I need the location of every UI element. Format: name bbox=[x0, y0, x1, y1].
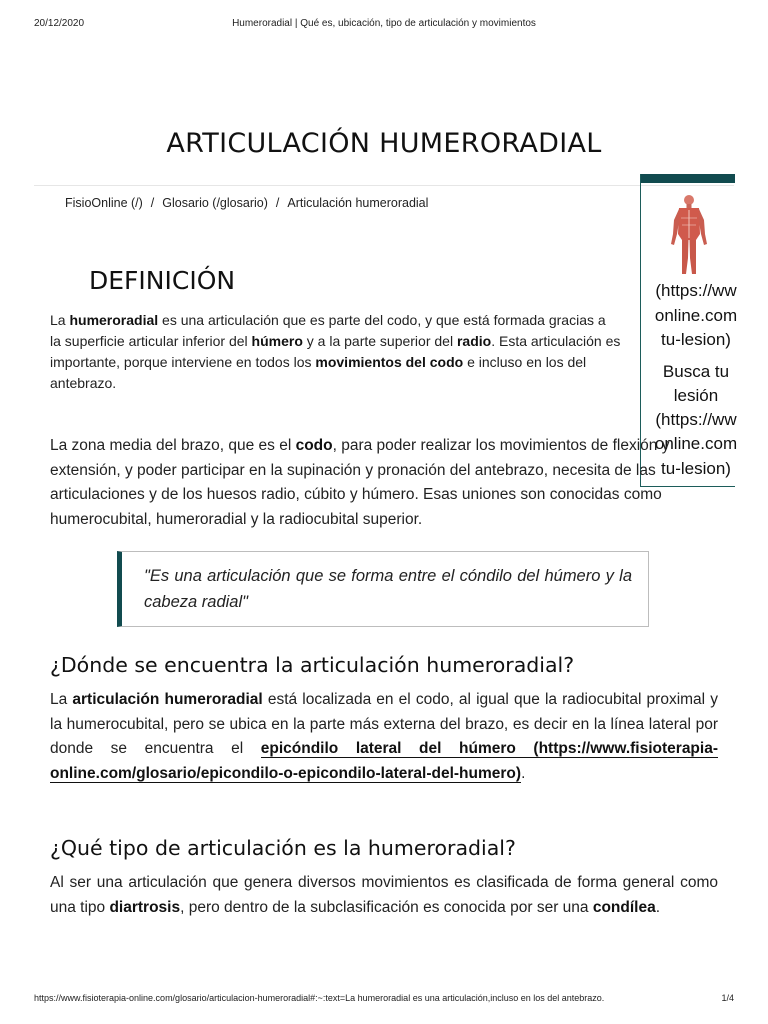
text: importante, porque interviene en todos los bbox=[50, 354, 316, 370]
text: es una articulación que es parte del codo, y que está formada gracias a bbox=[158, 312, 606, 328]
text: e incluso en los del antebrazo. bbox=[50, 354, 587, 391]
term-diartrosis: diartrosis bbox=[109, 898, 181, 916]
term-humeroradial: humeroradial bbox=[69, 312, 159, 328]
term-articulacion-humeroradial: articulación humeroradial bbox=[72, 691, 263, 708]
breadcrumb-glossary[interactable]: Glosario (/glosario) bbox=[162, 196, 268, 210]
text: . bbox=[521, 764, 526, 782]
text: . bbox=[655, 898, 661, 916]
widget-link-text[interactable]: tu-lesion) bbox=[661, 459, 731, 478]
widget-link-text[interactable]: online.com bbox=[654, 306, 738, 325]
text: La bbox=[50, 312, 70, 328]
breadcrumb-home[interactable]: FisioOnline (/) bbox=[65, 196, 143, 210]
section-heading-type: ¿Qué tipo de articulación es la humeroradial? bbox=[50, 836, 516, 860]
breadcrumb-separator: / bbox=[150, 196, 155, 210]
widget-link-text[interactable]: online.com bbox=[654, 434, 738, 453]
section-heading-location: ¿Dónde se encuentra la articulación humeroradial? bbox=[50, 653, 575, 677]
term-humero: húmero bbox=[251, 333, 303, 349]
section-heading-definition: DEFINICIÓN bbox=[89, 266, 236, 295]
print-title: Humeroradial | Qué es, ubicación, tipo de articulación y movimientos bbox=[232, 18, 536, 29]
divider bbox=[34, 185, 734, 186]
breadcrumb-separator: / bbox=[275, 196, 280, 210]
elbow-paragraph bbox=[50, 434, 718, 532]
text: . Esta articulación es bbox=[491, 333, 621, 349]
text: La bbox=[50, 691, 73, 708]
term-condilea: condílea bbox=[592, 898, 656, 916]
widget-link-text[interactable]: (https://ww bbox=[655, 281, 737, 300]
text: la superficie articular inferior del bbox=[50, 333, 252, 349]
widget-link-text[interactable]: (https://ww bbox=[655, 410, 737, 429]
text: Al ser una articulación que genera diversos movimientos es clasificada de forma general como una tipo bbox=[50, 874, 718, 916]
page-title: ARTICULACIÓN HUMERORADIAL bbox=[166, 128, 602, 159]
print-url: https://www.fisioterapia-online.com/glosario/articulacion-humeroradial#:~:text=La humeroradial es una articulación,incluso en los del antebrazo. bbox=[34, 993, 605, 1003]
text: , para poder realizar los movimientos de flexión y extensión, y poder participar en la supinación y pronación del antebrazo, necesita de las articulaciones y de los huesos radio, cúbito y húmero. Esas uniones son conocidas como humerocubital, humeroradial y la radiocubital superior. bbox=[50, 437, 670, 528]
epicondilo-link[interactable]: epicóndilo lateral del húmero (https://www.fisioterapia-online.com/glosario/epicondilo-o-epicondilo-lateral-del-humero) bbox=[50, 740, 718, 782]
blockquote: "Es una articulación que se forma entre el cóndilo del húmero y la cabeza radial" bbox=[117, 551, 649, 627]
term-radio: radio bbox=[456, 333, 492, 349]
definition-paragraph bbox=[50, 310, 650, 394]
widget-title[interactable]: Busca tu bbox=[662, 362, 730, 381]
type-paragraph bbox=[50, 871, 718, 920]
page-number: 1/4 bbox=[721, 993, 734, 1003]
widget-title[interactable]: lesión bbox=[673, 386, 719, 405]
widget-top-bar bbox=[641, 174, 735, 183]
widget-link-text[interactable]: tu-lesion) bbox=[661, 330, 731, 349]
print-date: 20/12/2020 bbox=[34, 18, 85, 29]
location-paragraph bbox=[50, 688, 718, 786]
text: y a la parte superior del bbox=[302, 333, 457, 349]
term-movimientos-codo: movimientos del codo bbox=[315, 354, 464, 370]
term-codo: codo bbox=[295, 437, 333, 454]
text: está localizada en el codo, al igual que la radiocubital proximal y la humerocubital, pero se ubica en la parte más externa del brazo, es decir en la línea lateral por donde se encuentra el bbox=[50, 691, 718, 757]
breadcrumb bbox=[65, 196, 428, 210]
text: La zona media del brazo, que es el bbox=[50, 437, 296, 454]
breadcrumb-current: Articulación humeroradial bbox=[287, 196, 429, 210]
text: , pero dentro de la subclasificación es conocida por ser una bbox=[180, 898, 593, 916]
human-muscles-icon[interactable] bbox=[669, 194, 709, 276]
